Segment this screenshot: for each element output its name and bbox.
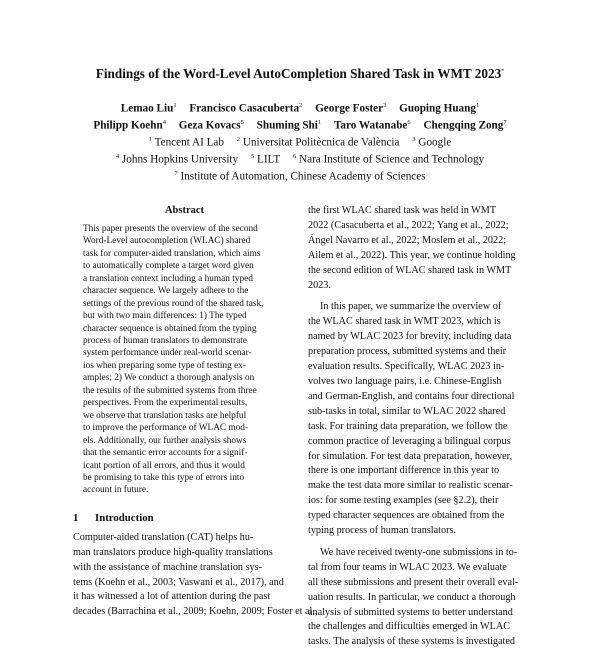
author-affiliation-mark: 6 — [407, 119, 411, 127]
author-affiliation-mark: 2 — [299, 102, 303, 109]
section-heading-introduction — [73, 511, 296, 526]
text-line: icant portion of all errors, and thus it would — [83, 460, 245, 471]
text-line: the results of the submitted systems from three — [83, 385, 257, 396]
abstract-heading: Abstract — [164, 205, 205, 216]
text-line: typed character sequences are obtained from the — [308, 510, 505, 522]
abstract-body — [73, 223, 296, 497]
text-line: character sequence. We largely adhere to the — [83, 286, 249, 297]
text-line: This paper presents the overview of the second — [83, 223, 258, 234]
introduction-paragraph — [73, 531, 318, 620]
text-line: typing process of human translators. — [308, 525, 456, 537]
affiliation-name: Johns Hopkins University — [121, 153, 239, 166]
text-line: all these submissions and present their overall eval- — [308, 576, 519, 588]
text-line: analysis of submitted systems to better understand — [308, 606, 513, 618]
text-line: decades (Barrachina et al., 2009; Koehn, 2009; Foster et al., — [73, 606, 318, 618]
text-line: with the assistance of machine translation sys- — [73, 561, 262, 573]
author-affiliation-mark: 1 — [317, 119, 322, 127]
paragraph — [308, 300, 530, 539]
author-row — [0, 99, 600, 116]
text-line: Ailem et al., 2022). This year, we continue holding — [308, 249, 516, 261]
text-line: a translation context including a human typed — [83, 273, 253, 284]
text-line: the second edition of WLAC shared task in WMT — [308, 264, 512, 276]
text-line: that the semantic error accounts for a signif- — [83, 448, 248, 459]
text-line: account in future. — [83, 485, 149, 496]
affiliation-number: 6 — [292, 153, 297, 161]
text-line: uation results. In particular, we conduct a thorough — [308, 591, 516, 603]
text-line: els. Additionally, our further analysis shows — [83, 435, 247, 446]
paper-title: Findings of the Word-Level AutoCompletion Shared Task in WMT 2023* — [95, 66, 505, 81]
author-name: Shuming Shi — [256, 119, 318, 132]
author-affiliation-mark: 1 — [475, 102, 480, 109]
text-line: Word-Level autocompletion (WLAC) shared — [83, 236, 251, 247]
paragraph — [308, 546, 530, 650]
section-title: Introduction — [95, 511, 154, 524]
affiliation-row — [0, 150, 600, 167]
author-name: Lemao Liu — [120, 102, 174, 115]
text-line: be promising to take this type of errors into — [83, 472, 245, 483]
author-name: Guoping Huang — [399, 102, 476, 115]
affiliation-name: Google — [418, 136, 452, 149]
affiliation-row — [0, 133, 600, 150]
text-line: process of human translators to demonstrate — [83, 335, 247, 346]
author-name: Geza Kovacs — [178, 119, 241, 132]
author-name: Philipp Koehn — [93, 119, 163, 132]
text-line: character sequence is obtained from the typing — [83, 323, 257, 334]
text-line: the challenges and difficulties emerged in WLAC — [308, 621, 510, 633]
author-name: Chengqing Zong — [423, 119, 504, 132]
text-line: for simulation. For test data preparation, however, — [308, 450, 513, 462]
author-name: Francisco Casacuberta — [189, 102, 300, 115]
affiliation-number: 4 — [115, 153, 120, 161]
text-line: task for computer-aided translation, which aims — [83, 248, 261, 259]
left-column — [73, 204, 318, 620]
author-affiliation-mark: 3 — [383, 102, 387, 109]
affiliation-name: Tencent AI Lab — [154, 136, 224, 149]
text-line: tasks. The analysis of these systems is investigated — [308, 636, 515, 648]
author-affiliation-mark: 1 — [173, 102, 177, 109]
text-line: Computer-aided translation (CAT) helps hu- — [73, 531, 254, 543]
text-line: but with two main differences: 1) The typed — [83, 311, 247, 322]
paragraph — [308, 204, 530, 293]
text-line: preparation process, submitted systems and their — [308, 346, 507, 358]
title-footnote-mark: * — [501, 68, 505, 75]
text-line: we observe that translation tasks are helpful — [83, 410, 247, 421]
affiliation-name: LILT — [256, 153, 281, 166]
text-line: task. For training data preparation, we follow the — [308, 420, 508, 432]
text-line: common practice of leveraging a bilingual corpus — [308, 435, 511, 447]
author-affiliation-mark: 7 — [503, 119, 507, 127]
text-line: In this paper, we summarize the overview of — [320, 301, 502, 313]
text-line: amples; 2) We conduct a thorough analysis on — [83, 373, 255, 384]
affiliation-number: 5 — [250, 153, 255, 161]
author-name: Taro Watanabe — [333, 119, 408, 132]
author-block — [0, 99, 600, 184]
text-line: tems (Koehn et al., 2003; Vaswani et al., 2017), and — [73, 576, 284, 588]
text-line: there is one important difference in this year to — [308, 465, 500, 477]
affiliation-row — [0, 167, 600, 184]
text-line: it has witnessed a lot of attention during the past — [73, 591, 271, 603]
author-row — [0, 116, 600, 133]
text-line: We have received twenty-one submissions in to- — [320, 546, 518, 558]
text-line: the WLAC shared task in WMT 2023, which is — [308, 316, 501, 328]
text-line: 2022 (Casacuberta et al., 2022; Yang et al., 2022; — [308, 219, 509, 231]
text-line: sub-tasks in total, similar to WLAC 2022 shared — [308, 405, 506, 417]
affiliation-name: Institute of Automation, Chinese Academy of Sciences — [180, 170, 426, 183]
text-line: make the test data more similar to realistic scenar- — [308, 480, 513, 492]
affiliation-number: 2 — [236, 136, 241, 144]
text-line: man translators produce high-quality translations — [73, 546, 273, 558]
text-line: 2023. — [308, 279, 331, 291]
text-line: Ángel Navarro et al., 2022; Moslem et al., 2022; — [308, 234, 507, 246]
affiliation-name: Nara Institute of Science and Technology — [299, 153, 485, 166]
text-line: to automatically complete a target word given — [83, 261, 254, 272]
author-affiliation-mark: 4 — [162, 119, 166, 127]
text-line: the first WLAC shared task was held in WMT — [308, 205, 497, 216]
right-column — [308, 204, 530, 650]
text-line: settings of the previous round of the shared task, — [83, 298, 264, 309]
author-affiliation-mark: 5 — [240, 119, 244, 127]
text-line: ios: for some testing examples (see §2.2), their — [308, 495, 499, 507]
text-line: system performance under real-world scenar- — [83, 348, 252, 359]
text-line: volves two language pairs, i.e. Chinese-English — [308, 375, 502, 387]
affiliation-number: 1 — [148, 136, 152, 144]
text-line: tal from four teams in WLAC 2023. We evaluate — [308, 561, 507, 573]
affiliation-name: Universitat Politècnica de València — [242, 136, 400, 149]
text-line: and German-English, and contains four directional — [308, 390, 515, 402]
text-line: named by WLAC 2023 for brevity, including data — [308, 331, 512, 343]
author-name: George Foster — [315, 102, 384, 115]
text-line: ios when preparing some type of testing ex- — [83, 360, 246, 371]
affiliation-number: 7 — [174, 170, 178, 178]
text-line: to improve the performance of WLAC mod- — [83, 423, 249, 434]
text-line: evaluation results. Specifically, WLAC 2023 in- — [308, 361, 505, 373]
affiliation-number: 3 — [412, 136, 416, 144]
section-number: 1 — [73, 511, 79, 524]
text-line: perspectives. From the experimental results, — [83, 398, 248, 409]
